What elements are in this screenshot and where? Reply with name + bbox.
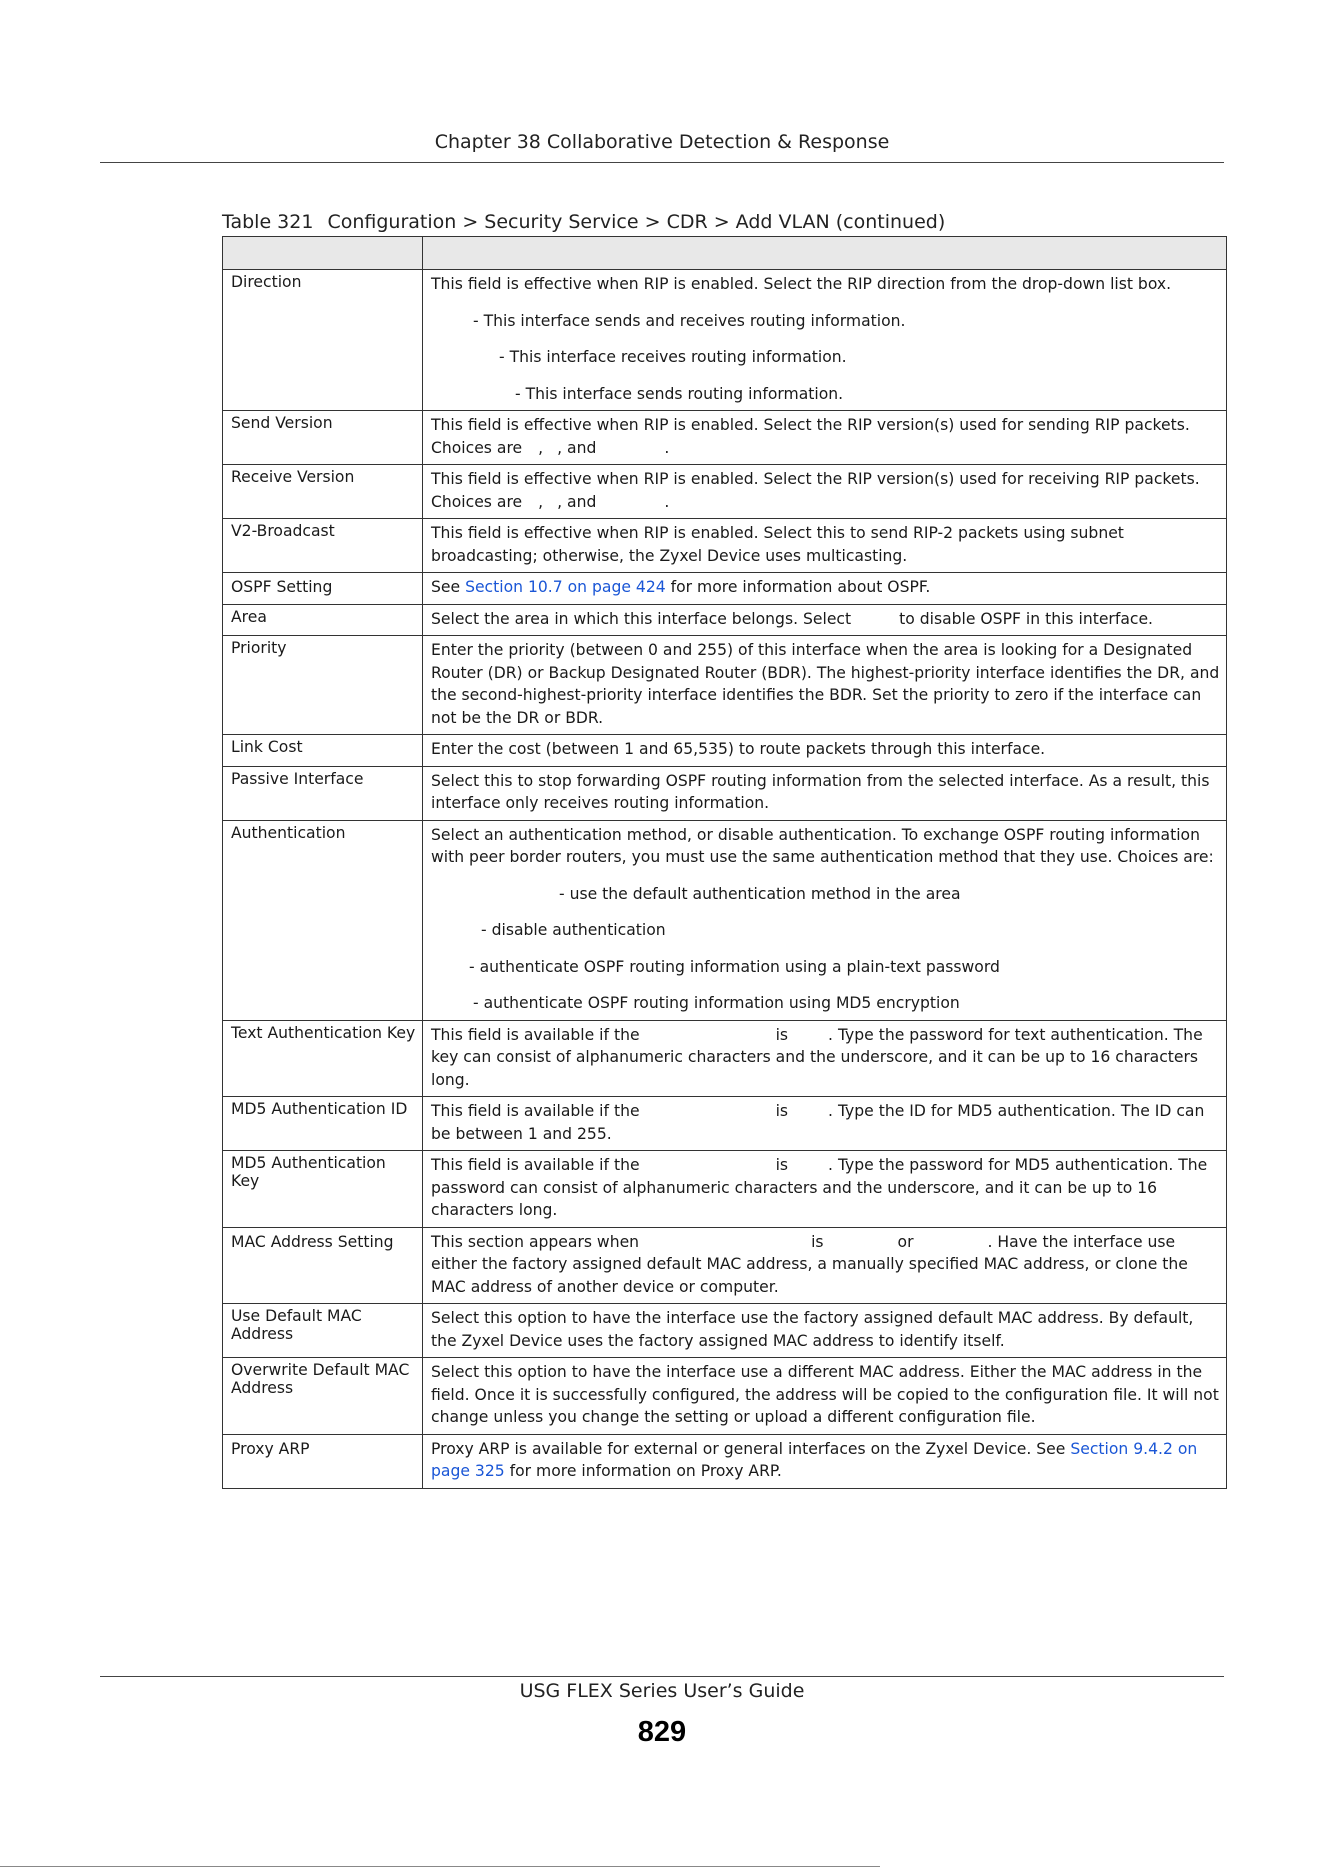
row-description: This field is available if the is . Type the password for MD5 authentication. The password can consist of alphanumeric characters and the underscore, and it can be up to 16 characters long. xyxy=(423,1151,1227,1228)
description-text: This field is effective when RIP is enabled. Select the RIP direction from the drop-down list box. xyxy=(431,275,1172,293)
option-text: - disable authentication xyxy=(481,921,666,939)
footer-divider xyxy=(100,1676,1224,1677)
table-row xyxy=(223,1358,1227,1435)
section-link[interactable]: Section 10.7 on page 424 xyxy=(465,578,666,596)
row-label: Send Version xyxy=(223,411,423,465)
table-header-row xyxy=(223,237,1227,270)
option-text: - This interface sends and receives routing information. xyxy=(473,311,906,330)
row-description: Select this to stop forwarding OSPF routing information from the selected interface. As a result, this interface only receives routing information. xyxy=(423,766,1227,820)
guide-title: USG FLEX Series User’s Guide xyxy=(519,1680,805,1702)
table-row xyxy=(223,766,1227,820)
row-description: Select this option to have the interface use the factory assigned default MAC address. By default, the Zyxel Device uses the factory assigned MAC address to identify itself. xyxy=(423,1304,1227,1358)
table-row xyxy=(223,1020,1227,1097)
row-label: Priority xyxy=(223,636,423,735)
row-label: MD5 Authentication Key xyxy=(223,1151,423,1228)
row-label: Overwrite Default MAC Address xyxy=(223,1358,423,1435)
row-description: This field is effective when RIP is enabled. Select this to send RIP-2 packets using subnet broadcasting; otherwise, the Zyxel Device uses multicasting. xyxy=(423,519,1227,573)
header-divider xyxy=(100,162,1224,163)
description-text: Select an authentication method, or disable authentication. To exchange OSPF routing information with peer border routers, you must use the same authentication method that they use. Choices are: xyxy=(431,825,1214,866)
table-number: Table 321 xyxy=(222,211,314,233)
option-text: - This interface sends routing information. xyxy=(515,384,844,403)
table-row xyxy=(223,636,1227,735)
row-description: Select this option to have the interface use a different MAC address. Either the MAC address in the field. Once it is successfully configured, the address will be copied to the configuration file. It will not change unless you change the setting or upload a different configuration file. xyxy=(423,1358,1227,1435)
row-label: Area xyxy=(223,604,423,636)
table-row xyxy=(223,820,1227,1020)
table-row xyxy=(223,604,1227,636)
row-label: MD5 Authentication ID xyxy=(223,1097,423,1151)
row-description: This field is available if the is . Type the password for text authentication. The key can consist of alphanumeric characters and the underscore, and it can be up to 16 characters long. xyxy=(423,1020,1227,1097)
table-row xyxy=(223,270,1227,411)
table-row xyxy=(223,1434,1227,1488)
table-row xyxy=(223,1304,1227,1358)
table-row xyxy=(223,465,1227,519)
row-label: Text Authentication Key xyxy=(223,1020,423,1097)
table-row xyxy=(223,1227,1227,1304)
row-description: Enter the priority (between 0 and 255) of this interface when the area is looking for a Designated Router (DR) or Backup Designated Router (BDR). The highest-priority interface identifies the DR, and the second-highest-priority interface identifies the BDR. Set the priority to zero if the interface can not be the DR or BDR. xyxy=(423,636,1227,735)
row-label: Use Default MAC Address xyxy=(223,1304,423,1358)
row-description: This field is effective when RIP is enabled. Select the RIP version(s) used for receiving RIP packets. Choices are , , and . xyxy=(423,465,1227,519)
configuration-table xyxy=(222,236,1227,1489)
row-description: This field is effective when RIP is enabled. Select the RIP version(s) used for sending RIP packets. Choices are , , and . xyxy=(423,411,1227,465)
row-description: See Section 10.7 on page 424 for more information about OSPF. xyxy=(423,573,1227,605)
table-row xyxy=(223,1151,1227,1228)
table-row xyxy=(223,573,1227,605)
section-link[interactable]: Section 9.4.2 on page 325 xyxy=(431,1439,1198,1480)
bottom-divider xyxy=(0,1866,880,1867)
row-description: Select the area in which this interface belongs. Select to disable OSPF in this interface. xyxy=(423,604,1227,636)
table-row xyxy=(223,411,1227,465)
row-label: Direction xyxy=(223,270,423,411)
row-label: Authentication xyxy=(223,820,423,1020)
row-label: Proxy ARP xyxy=(223,1434,423,1488)
row-label: Receive Version xyxy=(223,465,423,519)
option-text: - use the default authentication method in the area xyxy=(559,884,961,903)
option-text: - authenticate OSPF routing information using a plain-text password xyxy=(469,957,1000,976)
row-label: MAC Address Setting xyxy=(223,1227,423,1304)
chapter-title: Chapter 38 Collaborative Detection & Response xyxy=(434,131,890,153)
page-number: 829 xyxy=(637,1716,687,1748)
row-label: Passive Interface xyxy=(223,766,423,820)
column-header-description xyxy=(423,237,1227,270)
row-description: This field is available if the is . Type the ID for MD5 authentication. The ID can be between 1 and 255. xyxy=(423,1097,1227,1151)
row-description: Proxy ARP is available for external or general interfaces on the Zyxel Device. See Section 9.4.2 on page 325 for more information on Proxy ARP. xyxy=(423,1434,1227,1488)
column-header-label xyxy=(223,237,423,270)
table-row xyxy=(223,519,1227,573)
row-description xyxy=(423,270,1227,411)
row-description xyxy=(423,820,1227,1020)
row-label: Link Cost xyxy=(223,735,423,767)
row-description: Enter the cost (between 1 and 65,535) to route packets through this interface. xyxy=(423,735,1227,767)
option-text: - authenticate OSPF routing information using MD5 encryption xyxy=(473,994,960,1012)
row-description: This section appears when is or . Have the interface use either the factory assigned default MAC address, a manually specified MAC address, or clone the MAC address of another device or computer. xyxy=(423,1227,1227,1304)
option-text: - This interface receives routing information. xyxy=(499,348,847,366)
table-caption xyxy=(222,211,959,233)
table-row xyxy=(223,735,1227,767)
row-label: V2-Broadcast xyxy=(223,519,423,573)
row-label: OSPF Setting xyxy=(223,573,423,605)
table-row xyxy=(223,1097,1227,1151)
table-title: Configuration > Security Service > CDR > Add VLAN (continued) xyxy=(327,211,946,233)
